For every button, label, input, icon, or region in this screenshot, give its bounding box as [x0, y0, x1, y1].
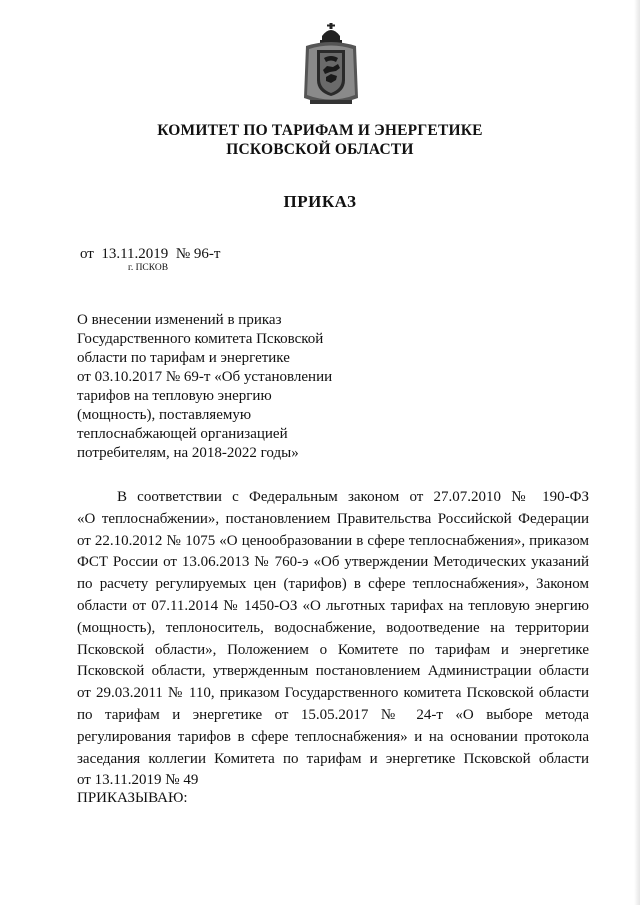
- subject-line: теплоснабжающей организацией: [77, 426, 288, 442]
- body-line: по расчету регулируемых цен (тарифов) в сфере теплоснабжения», Законом: [77, 576, 589, 593]
- document-subject: [77, 311, 377, 463]
- subject-line: (мощность), поставляемую: [77, 407, 252, 423]
- body-line: Псковской области, утвержденным постановлением Администрации области: [77, 663, 589, 680]
- body-line: от 29.03.2011 № 110, приказом Государственного комитета Псковской области: [77, 685, 589, 702]
- subject-line: О внесении изменений в приказ: [77, 312, 282, 328]
- subject-line: области по тарифам и энергетике: [77, 350, 290, 366]
- date-number-line: [80, 246, 220, 263]
- document-type-title: ПРИКАЗ: [283, 192, 357, 211]
- city-label: г. ПСКОВ: [128, 263, 169, 273]
- body-line: Псковской области», Положением о Комитете по тарифам и энергетике: [77, 641, 589, 658]
- subject-line: от 03.10.2017 № 69-т «Об установлении: [77, 369, 333, 385]
- body-line: регулирования тарифов в сфере теплоснабжения» и на основании протокола: [77, 728, 589, 745]
- scan-edge-shadow: [634, 0, 640, 905]
- subject-line: тарифов на тепловую энергию: [77, 388, 272, 404]
- subject-line: потребителям, на 2018-2022 годы»: [77, 445, 299, 461]
- organization-name-line2: ПСКОВСКОЙ ОБЛАСТИ: [226, 141, 414, 158]
- body-line: от 22.10.2012 № 1075 «О ценообразовании в сфере теплоснабжения», приказом: [77, 532, 589, 549]
- document-date: 13.11.2019: [101, 246, 169, 262]
- document-number: № 96-т: [175, 246, 221, 262]
- body-line: от 13.11.2019 № 49: [77, 772, 199, 789]
- body-line: заседания коллегии Комитета по тарифам и энергетике Псковской области: [77, 750, 589, 767]
- body-line: области от 07.11.2014 № 1450-ОЗ «О льготных тарифах на тепловую энергию: [77, 597, 589, 614]
- body-line: ФСТ России от 13.06.2013 № 760-э «Об утверждении Методических указаний: [77, 554, 589, 571]
- order-word: ПРИКАЗЫВАЮ:: [77, 790, 188, 806]
- from-label: от: [80, 246, 94, 262]
- subject-line: Государственного комитета Псковской: [77, 331, 324, 347]
- coat-of-arms-emblem: [300, 22, 362, 108]
- organization-name-line1: КОМИТЕТ ПО ТАРИФАМ И ЭНЕРГЕТИКЕ: [157, 122, 483, 139]
- body-line: (мощность), теплоноситель, водоснабжение, водоотведение на территории: [77, 619, 589, 636]
- body-line: «О теплоснабжении», постановлением Правительства Российской Федерации: [77, 510, 589, 527]
- body-line: по тарифам и энергетике от 15.05.2017 № 24-т «О выборе метода: [77, 706, 589, 723]
- document-body: [77, 487, 589, 792]
- body-line: В соответствии с Федеральным законом от 27.07.2010 № 190-ФЗ: [117, 489, 589, 505]
